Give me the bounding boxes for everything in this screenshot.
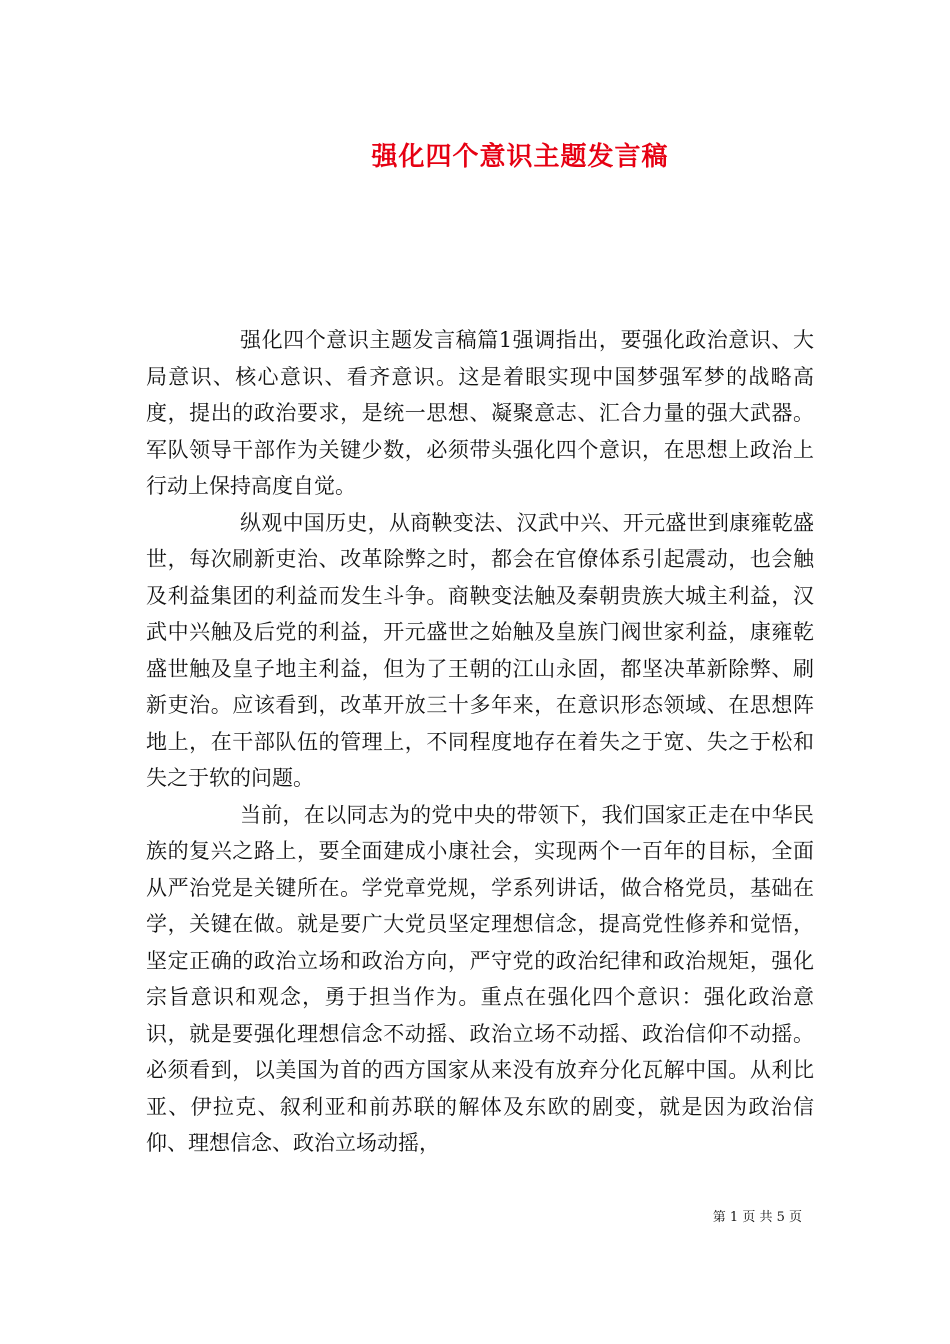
paragraph-3: 当前，在以同志为的党中央的带领下，我们国家正走在中华民族的复兴之路上，要全面建成小康社会，实现两个一百年的目标，全面从严治党是关键所在。学党章党规，学系列讲话，做合格党员，基础在学，关键在做。就是要广大党员坚定理想信念，提高党性修养和觉悟，坚定正确的政治立场和政治方向，严守党的政治纪律和政治规矩，强化宗旨意识和观念，勇于担当作为。重点在强化四个意识：强化政治意识，就是要强化理想信念不动摇、政治立场不动摇、政治信仰不动摇。必须看到，以美国为首的西方国家从来没有放弃分化瓦解中国。从利比亚、伊拉克、叙利亚和前苏联的解体及东欧的剧变，就是因为政治信仰、理想信念、政治立场动摇， <box>146 802 814 1155</box>
document-body <box>146 322 814 1162</box>
paragraph-1: 强化四个意识主题发言稿篇1强调指出，要强化政治意识、大局意识、核心意识、看齐意识。这是着眼实现中国梦强军梦的战略高度，提出的政治要求，是统一思想、凝聚意志、汇合力量的强大武器。军队领导干部作为关键少数，必须带头强化四个意识，在思想上政治上行动上保持高度自觉。 <box>146 328 814 498</box>
page-number-footer: 第 1 页 共 5 页 <box>712 1210 802 1225</box>
paragraph-2: 纵观中国历史，从商鞅变法、汉武中兴、开元盛世到康雍乾盛世，每次刷新吏治、改革除弊之时，都会在官僚体系引起震动，也会触及利益集团的利益而发生斗争。商鞅变法触及秦朝贵族大城主利益，汉武中兴触及后党的利益，开元盛世之始触及皇族门阀世家利益，康雍乾盛世触及皇子地主利益，但为了王朝的江山永固，都坚决革新除弊、刷新吏治。应该看到，改革开放三十多年来，在意识形态领域、在思想阵地上，在干部队伍的管理上，不同程度地存在着失之于宽、失之于松和失之于软的问题。 <box>146 510 814 790</box>
document-title: 强化四个意识主题发言稿 <box>371 142 669 172</box>
